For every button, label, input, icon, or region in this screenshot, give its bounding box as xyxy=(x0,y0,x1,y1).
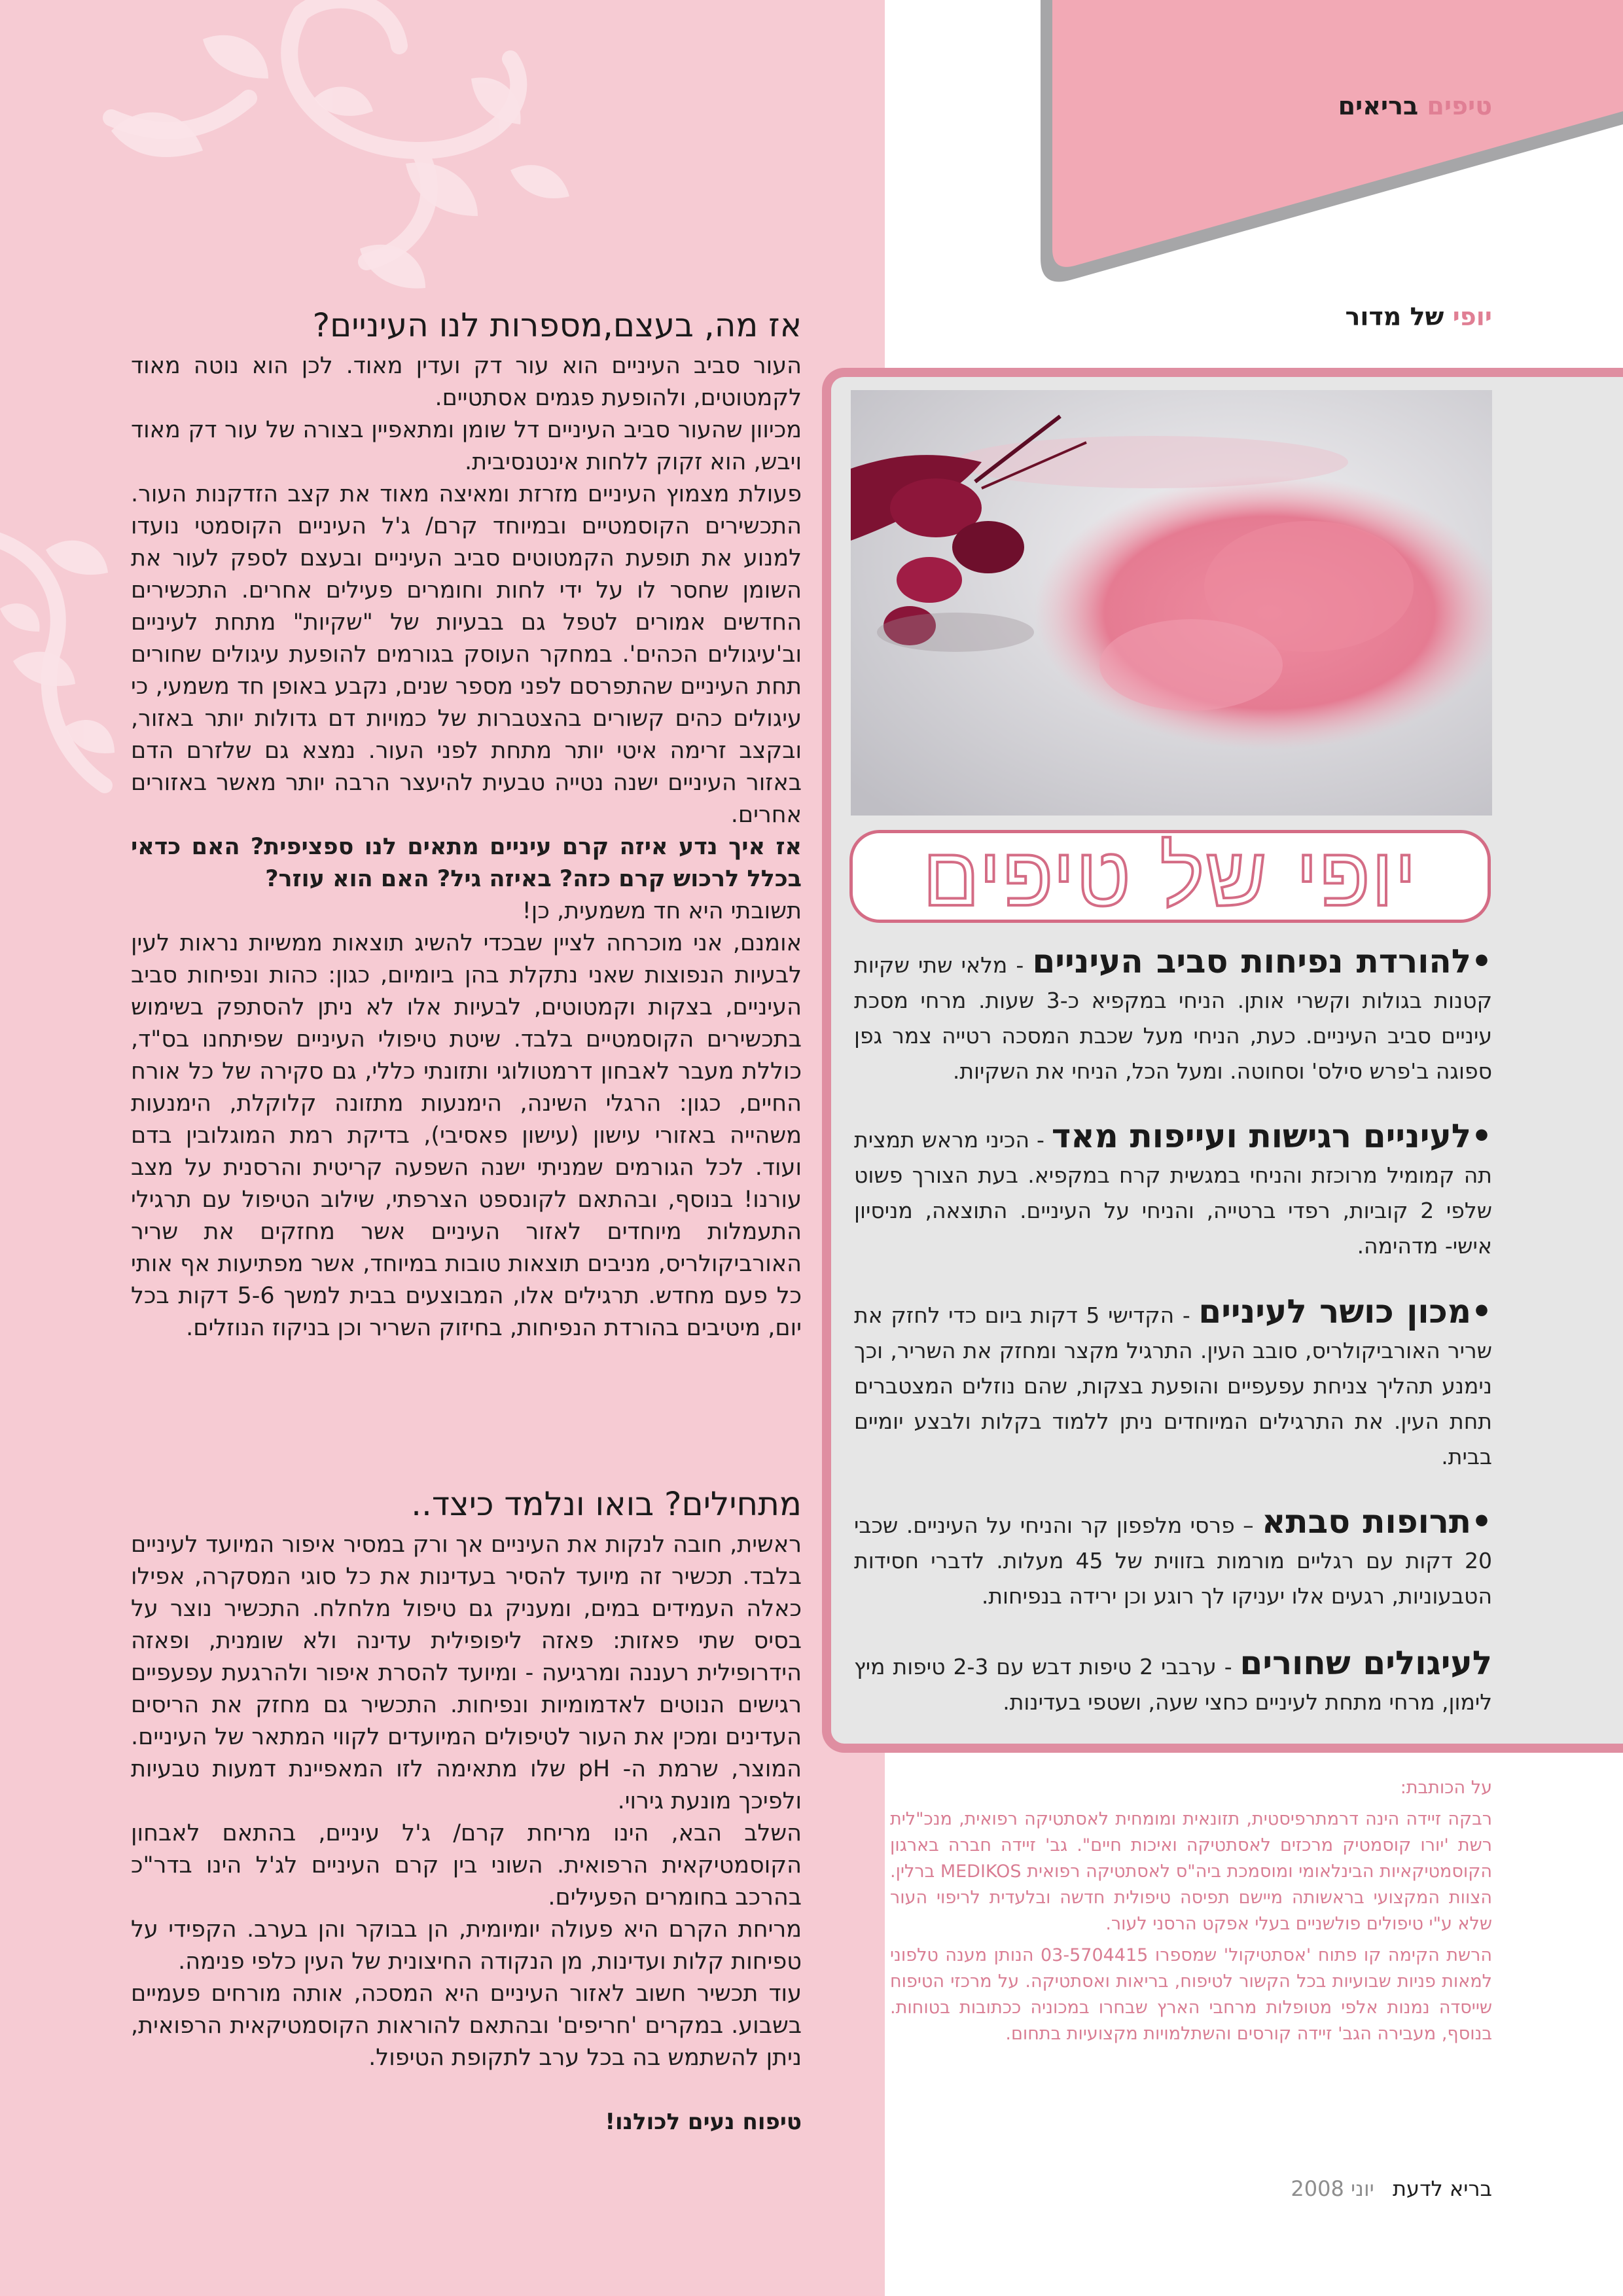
article-part-1 xyxy=(131,304,802,1344)
floral-ornament-side xyxy=(0,511,118,838)
magazine-name: בריא לדעת xyxy=(1393,2176,1492,2201)
article-paragraph: השלב הבא, הינו מריחת קרם/ ג'ל עיניים, בהתאם לאבחון הקוסמטיקאית הרפואית. השוני בין קרם העיניים לג'ל הינו בדר"כ בהרכב בחומרים הפעילים. xyxy=(131,1820,802,1910)
tip-body: - הכיני מראש תמצית תה קמומיל מרוכזת והניחי במגשית קרח במקפיא. בעת הצורך פשוט שלפי 2 קוביות, רפדי ברטייה, והניחי על העיניים. התוצאה, מניסיון אישי- מדהימה. xyxy=(854,1127,1492,1259)
tip-heading: לעיגולים שחורים xyxy=(1240,1644,1492,1682)
tip-heading: •להורדת נפיחות סביב העיניים xyxy=(1032,942,1492,980)
section-tag-part-a: טיפים xyxy=(1427,92,1492,120)
author-paragraph: הרשת הקימה קו פתוח 'אסתטיקול' שמספרו 03-5704415 הנותן מענה טלפוני למאות פניות שבועיות בכל הקשור לטיפוח, בריאות ואסתטיקה. על מרכזי הטיפוח שייסדה נמנות אלפי מטופלות מרחבי הארץ שבחרו במכוניה ככתובות בטוחות. בנוסף, מעבירה הגב' זיידה קורסים והשתלמויות מקצועיות בתחום. xyxy=(890,1945,1492,2044)
tip-body: – פרסי מלפפון קר והניחי על העיניים. שכבי 20 דקות עם רגליים מורמות בזווית של 45 מעלות. לדברי חסידות הטבעוניות, רגעים אלו יעניקו לך רוגע וכן ירידה בנפיחות. xyxy=(854,1513,1492,1609)
column-title-part-a: יופי xyxy=(1452,302,1492,331)
floral-ornament-top xyxy=(52,0,576,308)
article-signoff: טיפוח נעים לכולנו! xyxy=(605,2109,802,2135)
page-footer xyxy=(1291,2176,1492,2201)
article-paragraph: עוד תכשיר חשוב לאזור העיניים היא המסכה, אותה מורחים פעמיים בשבוע. במקרים 'חריפים' ובהתאם להוראות הקוסמטיקאית הרפואית, ניתן להשתמש בה בכל ערב לתקופת הטיפול. xyxy=(131,1981,802,2071)
tip-item xyxy=(854,1644,1492,1720)
article-paragraph: אומנם, אני מוכרחה לציין שבכדי להשיג תוצאות ממשיות נראות לעין לבעיות הנפוצות שאני נתקלת בהן ביומיום, כגון: כהות ונפיחות סביב העיניים, בצקות וקמטוטים, לבעיות אלו לא ניתן להסתפק בשימוש בתכשירים הקוסמטיים בלבד. שיטת טיפולי העיניים שפיתחנו בס"ד, כוללת מעבר לאבחון דרמטולוגי ותזונתי כללי, גם סקירה של כל אורח החיים, כגון: הרגלי השינה, הימנעות מתזונה קלוקלת, הימנעות משהייה באזורי עישון (עישון פאסיבי), בדיקת רמת המוגלובין בדם ועוד. לכל הגורמים שמניתי ישנה השפעה קריטית והרסנית על מצב עורנו! בנוסף, ובהתאם לקונספט הצרפתי, שילוב הטיפול עם תרגילי התעמלות מיוחדים לאזור העיניים אשר מחזקים את שריר האורביקולריס, מניבים תוצאות טובות במיוחד, אשר מפתיעות אף אותי כל פעם מחדש. תרגילים אלו, המבוצעים בבית למשך 5-6 דקות בכל יום, מיטיבים בהורדת הנפיחות, בחיזוק השריר וכן בניקוז הנוזלים. xyxy=(131,930,802,1341)
tip-item xyxy=(854,1503,1492,1614)
article-title: אז מה, בעצם,מספרות לנו העיניים? xyxy=(312,306,802,344)
tip-heading: •לעיניים רגישות ועייפות מאד xyxy=(1051,1117,1492,1155)
tip-body: - מלאי שתי שקיות קטנות בגולות וקשרי אותן. הניחי במקפיא כ-3 שעות. מרחי מסכת עיניים סביב העיניים. כעת, הניחי מעל שכבת המסכה רטייה צמר גפן ספוגה ב'פרש סילס' וסחוטה. ומעל הכל, הניחי את השקיות. xyxy=(854,952,1492,1084)
pink-powder-illustration xyxy=(851,390,1492,816)
article-subtitle: מתחילים? בואו ונלמד כיצד.. xyxy=(411,1485,802,1523)
author-bio xyxy=(890,1775,1492,2053)
tips-heading-text: יופי של טיפים xyxy=(922,827,1418,925)
tips-heading xyxy=(849,827,1491,925)
article-question: אז איך נדע איזה קרם עיניים מתאים לנו ספציפית? האם כדאי בכלל לרכוש קרם כזה? באיזה גיל? האם הוא עוזר? xyxy=(131,834,802,892)
cosmetics-photo xyxy=(851,390,1492,816)
section-tag xyxy=(1338,92,1492,120)
tip-item xyxy=(854,942,1492,1089)
section-tag-part-b: בריאים xyxy=(1338,92,1419,120)
tip-item xyxy=(854,1293,1492,1475)
header-tab-shape xyxy=(1034,0,1623,295)
tip-body: - הקדישי 5 דקות ביום כדי לחזק את שריר האורביקולריס, סובב העין. התרגיל מקצר ומחזק את השריר, וכך נימנע תהליך צניחת עפעפיים והופעת בצקות, שהם נוזלים המצטברים תחת העין. את התרגילים המיוחדים ניתן ללמוד בקלות ולבצע יומיים בבית. xyxy=(854,1302,1492,1469)
author-label: על הכותבת: xyxy=(1400,1778,1492,1798)
issue-date: יוני 2008 xyxy=(1291,2176,1374,2201)
article-paragraph: תשובתי היא חד משמעית, כן! xyxy=(522,898,802,924)
tip-heading: •מכון כושר לעיניים xyxy=(1198,1293,1492,1331)
article-part-2 xyxy=(131,1483,802,2074)
tip-item xyxy=(854,1117,1492,1264)
tip-heading: •תרופות סבתא xyxy=(1262,1503,1492,1541)
article-paragraph: מכיוון שהעור סביב העיניים דל שומן ומתאפיין בצורה של עור דק מאוד ויבש, הוא זקוק ללחות אינטנסיבית. xyxy=(131,417,802,475)
tip-body: - ערבבי 2 טיפות דבש עם 2-3 טיפות מיץ לימון, מרחי מתחת לעיניים כחצי שעה, ושטפי בעדינות. xyxy=(854,1654,1492,1715)
article-paragraph: פעולת מצמוץ העיניים מזרזת ומאיצה מאוד את קצב הזדקנות העור. התכשירים הקוסמטיים ובמיוחד קרם/ ג'ל העיניים הקוסמטי נועדו למנוע את תופעת הקמטוטים סביב העיניים ובעצם לספק לעור את השומן שחסר לו על ידי לחות וחומרים פעילים אחרים. התכשירים החדשים אמורים לטפל גם בבעיות של "שקיות" מתחת לעיניים וב'עיגולים הכהים'. במחקר העוסק בגורמים להופעת עיגולים שחורים תחת העיניים שהתפרסם לפני מספר שנים, נקבע באופן חד משמעי, כי עיגולים כהים קשורים בהצטברות של כמויות דם גדולות יותר באזור, ובקצב זרימה איטי יותר מתחת לפני העור. נמצא גם שלזרם הדם באזור העיניים ישנה נטייה טבעית להיעצר הרבה יותר מאשר באזורים אחרים. xyxy=(131,481,802,828)
author-paragraph: רבקה זיידה הינה דרמתרפיסטית, תזונאית ומומחית לאסתטיקה רפואית, מנכ"לית רשת 'יורו קוסמטיק מרכזים לאסתטיקה ואיכות חיים". גב' זיידה חברה בארגון הקוסמטיקאיות הבינלאומי ומוסמכת ביה"ס לאסתטיקה רפואית MEDIKOS ברלין. הצוות המקצועי בראשותה מיישם תפיסה טיפולית חדשה ובלעדית לריפוי העור שלא ע"י טיפולים פולשניים בעלי אפקט הרסני לעור. xyxy=(890,1809,1492,1934)
article-paragraph: מריחת הקרם היא פעולה יומיומית, הן בבוקר והן בערב. הקפידי על טפיחות קלות ועדינות, מן הנקודה החיצונית של העין כלפי פנימה. xyxy=(131,1916,802,1975)
article-paragraph: העור סביב העיניים הוא עור דק ועדין מאוד. לכן הוא נוטה מאוד לקמטוטים, ולהופעת פגמים אסתטיים. xyxy=(131,353,802,411)
article-paragraph: ראשית, חובה לנקות את העיניים אך ורק במסיר איפור המיועד לעיניים בלבד. תכשיר זה מיועד להסיר בעדינות את כל סוגי המסקרה, אפילו כאלה העמידים במים, ומעניק גם טיפול מלחלח. התכשיר נוצר על בסיס שתי פאזות: פאזה ליפופילית עדינה ולא שומנית, ופאזה הידרופילית רעננה ומרגיעה - ומיועד להסרת איפור ולהרגעת עפעפיים רגישים הנוטים לאדמומיות ונפיחות. התכשיר גם מחזק את הריסים העדינים ומכין את העור לטיפולים המיועדים לקווי המתאר של העיניים. המוצר, שרמת ה- pH שלו מתאימה לזו המאפיינת דמעות טבעיות ולפיכך מונעת גירוי. xyxy=(131,1532,802,1814)
column-title-part-b: של מדור xyxy=(1345,302,1444,331)
column-title xyxy=(1346,302,1492,331)
